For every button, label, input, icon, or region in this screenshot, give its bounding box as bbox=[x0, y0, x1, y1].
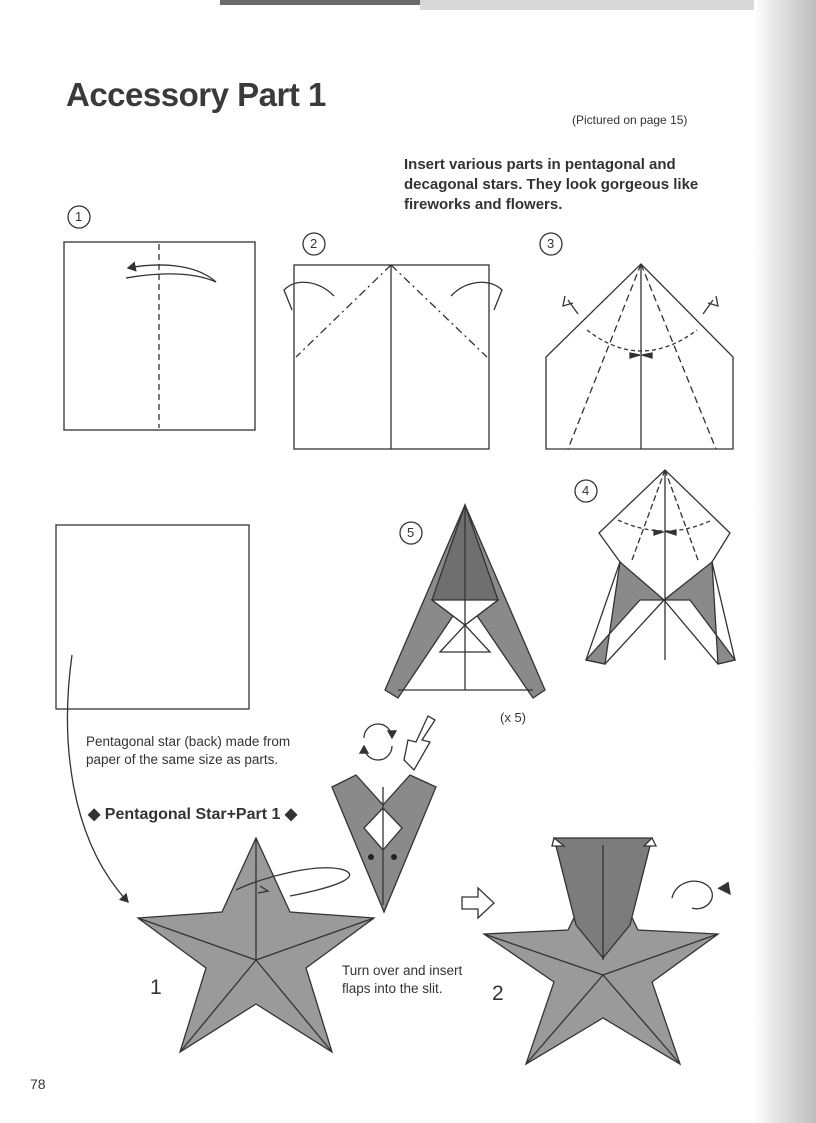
pictured-note: (Pictured on page 15) bbox=[572, 113, 688, 127]
step-label-5: 5 bbox=[407, 525, 415, 540]
part-over-star bbox=[332, 775, 436, 912]
assembly-step-1: 1 bbox=[150, 976, 162, 999]
result-arrow bbox=[462, 888, 494, 918]
repeat-note: (x 5) bbox=[500, 710, 526, 725]
step4-diagram bbox=[575, 470, 735, 664]
step2-diagram bbox=[284, 233, 502, 449]
instruction-text: Turn over and insert flaps into the slit. bbox=[342, 963, 463, 996]
step3-diagram bbox=[540, 233, 733, 449]
step1-diagram bbox=[64, 206, 255, 430]
star-2 bbox=[484, 838, 730, 1064]
step-label-4: 4 bbox=[582, 483, 590, 498]
back-note: Pentagonal star (back) made from paper of the same size as parts. bbox=[86, 734, 291, 767]
intro-text: Insert various parts in pentagonal and decagonal stars. They look gorgeous like fireworks and flowers. bbox=[404, 156, 699, 213]
step-label-1: 1 bbox=[75, 209, 83, 224]
step-label-3: 3 bbox=[547, 236, 555, 251]
step-label-2: 2 bbox=[310, 236, 318, 251]
page-number: 78 bbox=[30, 1076, 46, 1092]
diamond-icon: ◆ bbox=[88, 806, 101, 823]
star-1 bbox=[138, 838, 374, 1052]
diamond-icon: ◆ bbox=[284, 806, 298, 823]
assembly-subheading-text: Pentagonal Star+Part 1 bbox=[104, 806, 281, 823]
assembly-subheading bbox=[88, 804, 297, 824]
page-title: Accessory Part 1 bbox=[66, 76, 326, 113]
back-square-diagram bbox=[56, 525, 249, 902]
assembly-step-2: 2 bbox=[492, 982, 504, 1005]
turn-over-symbol bbox=[364, 716, 435, 770]
